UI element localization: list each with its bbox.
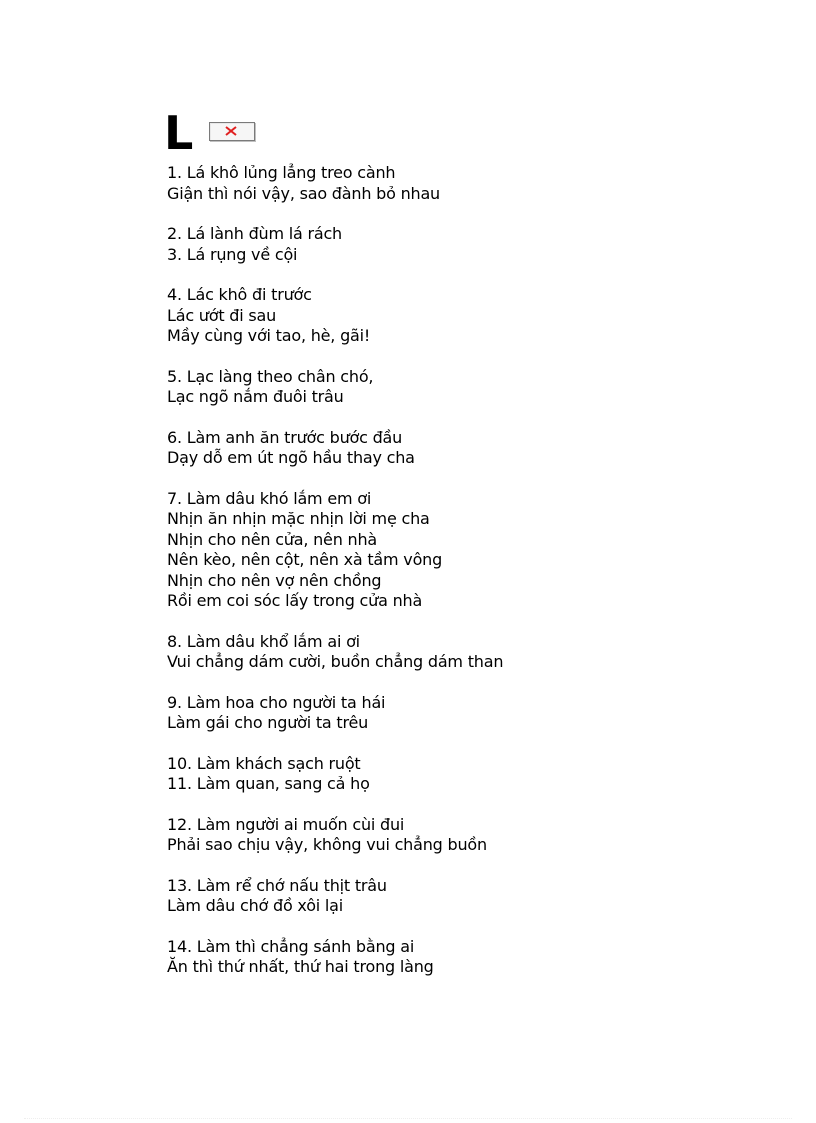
verse-line: 3. Lá rụng về cội [167,244,298,264]
verse-line: Phải sao chịu vậy, không vui chẳng buồn [167,835,487,854]
stanza [167,937,787,978]
verse-line: Lạc ngõ nắm đuôi trâu [167,387,344,406]
verse-line: 10. Làm khách sạch ruột [167,753,361,773]
stanza [167,632,787,673]
stanza [167,428,787,469]
verse-line: Nên kèo, nên cột, nên xà tầm vông [167,550,443,569]
verse-line: Nhịn cho nên cửa, nên nhà [167,529,378,549]
verse-line: Rồi em coi sóc lấy trong cửa nhà [167,591,423,610]
stanza [167,224,787,265]
verse-line: Làm dâu chớ đồ xôi lại [167,896,344,915]
verse-line: Giận thì nói vậy, sao đành bỏ nhau [167,183,440,203]
verse-line: Nhịn ăn nhịn mặc nhịn lời mẹ cha [167,509,430,528]
verse-line: Ăn thì thứ nhất, thứ hai trong làng [167,957,434,976]
stanza [167,489,787,612]
section-heading [164,108,255,158]
verse-line: 4. Lác khô đi trước [167,285,312,304]
verse-line: Nhịn cho nên vợ nên chồng [167,570,382,590]
verse-line: 7. Làm dâu khó lắm em ơi [167,488,372,508]
proverb-list [167,163,787,998]
verse-line: 11. Làm quan, sang cả họ [167,774,370,793]
verse-line: 14. Làm thì chẳng sánh bằng ai [167,936,415,956]
stanza [167,754,787,795]
verse-line: Làm gái cho người ta trêu [167,713,369,732]
stanza [167,815,787,856]
verse-line: 5. Lạc làng theo chân chó, [167,366,374,386]
verse-line: Mầy cùng với tao, hè, gãi! [167,326,371,345]
stanza [167,285,787,347]
section-letter: L [164,106,194,160]
verse-line: Vui chẳng dám cười, buồn chẳng dám than [167,652,504,671]
broken-image-icon [209,122,255,141]
page-divider [24,1118,792,1119]
verse-line: 6. Làm anh ăn trước bước đầu [167,427,403,447]
stanza [167,693,787,734]
verse-line: 8. Làm dâu khổ lắm ai ơi [167,631,360,651]
verse-line: Lác ướt đi sau [167,305,277,325]
stanza [167,367,787,408]
verse-line: 13. Làm rể chớ nấu thịt trâu [167,875,387,895]
stanza [167,876,787,917]
stanza [167,163,787,204]
verse-line: 12. Làm người ai muốn cùi đui [167,814,405,834]
verse-line: Dạy dỗ em út ngõ hầu thay cha [167,448,415,467]
verse-line: 9. Làm hoa cho người ta hái [167,692,386,712]
verse-line: 2. Lá lành đùm lá rách [167,224,342,243]
verse-line: 1. Lá khô lủng lẳng treo cành [167,163,396,182]
